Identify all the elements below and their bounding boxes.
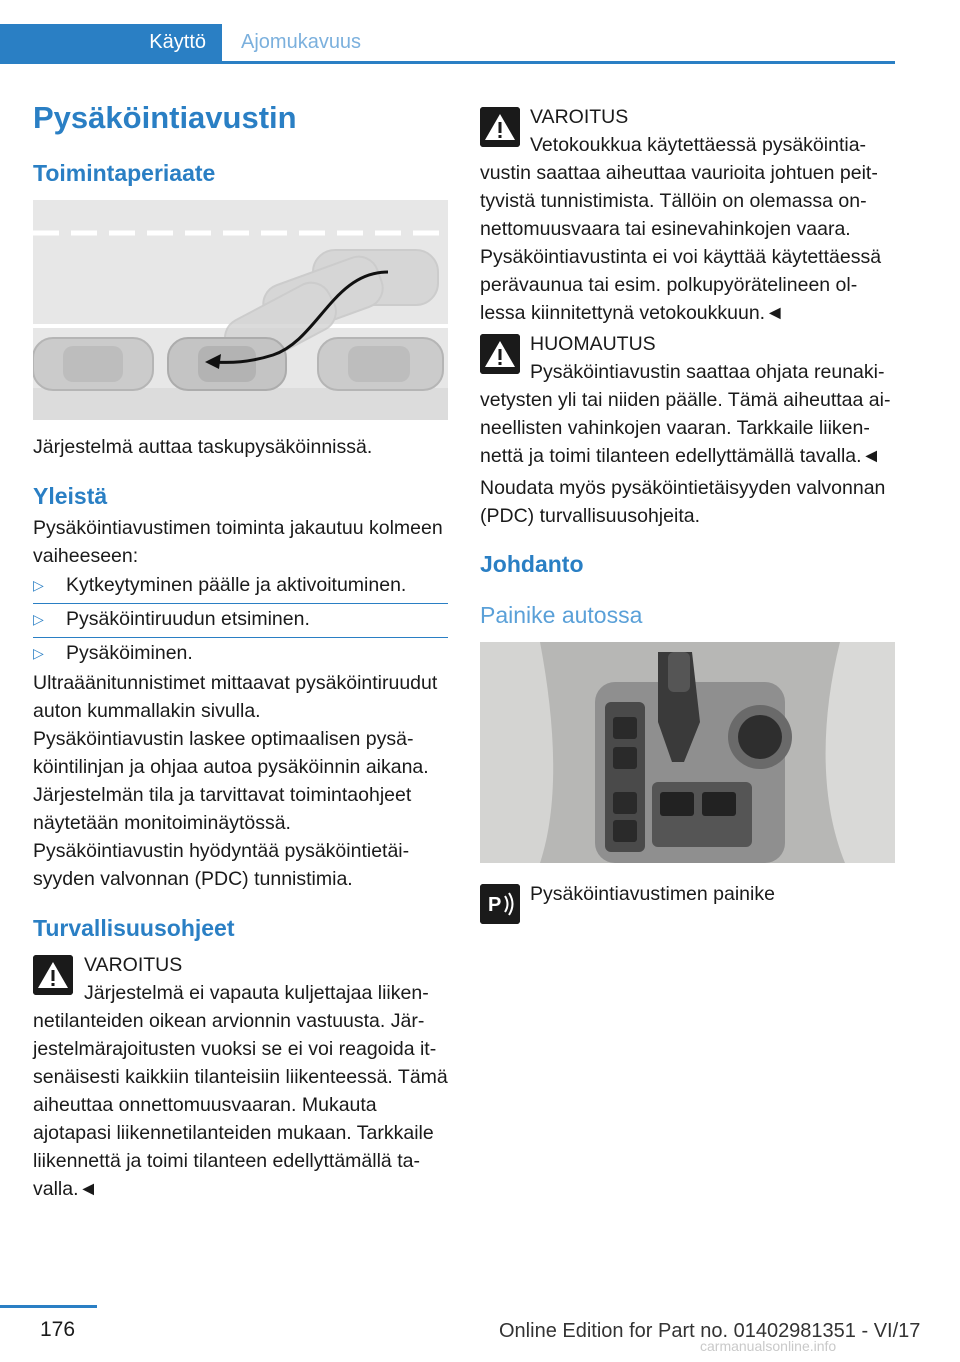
triangle-bullet-icon: ▷	[33, 577, 44, 593]
tab-ajomukavuus[interactable]: Ajomukavuus	[241, 31, 362, 53]
notice-label: HUOMAUTUS	[530, 333, 656, 355]
header-bar	[0, 24, 895, 64]
warning-label: VAROITUS	[530, 106, 629, 128]
parking-illustration	[33, 200, 448, 420]
section-heading-yleista: Yleistä	[33, 483, 108, 509]
edition-note: Online Edition for Part no. 01402981351 - VI/17	[499, 1320, 921, 1342]
button-caption: Pysäköintiavustimen painike	[530, 883, 775, 905]
watermark: carmanualsonline.info	[700, 1338, 837, 1354]
divider	[33, 603, 448, 604]
svg-text:P: P	[488, 894, 502, 916]
tab-kaytto[interactable]: Käyttö	[0, 24, 222, 61]
page-number: 176	[40, 1318, 76, 1341]
divider	[33, 637, 448, 638]
center-console-photo	[480, 642, 895, 863]
warning-text: Vetokoukkua käytettäessä pysäköintiavustin saattaa aiheuttaa vaurioita johtuen peittyvistä tunnistimista. Tällöin on olemassa onnettomuusvaara tai esinevahinkojen vaara. Pysäköintiavustinta ei voi käyttää käytettäessä perävaunua tai esim. polkupyörätelineen ollessa kiinnitettynä vetokoukkuun.◄	[480, 134, 882, 324]
paragraph: Pysäköintiavustin hyödyntää pysäköintietäisyyden valvonnan (PDC) tunnistimia.	[33, 840, 410, 890]
parking-assistant-button-icon	[480, 884, 520, 924]
notice-text: Pysäköintiavustin saattaa ohjata reunakivetysten yli tai niiden päälle. Tämä aiheuttaa aineellisten vahinkojen vaaran. Tarkkaile liikennettä ja toimi tilanteen edellyttämällä tavalla.◄	[480, 361, 891, 467]
illustration-caption: Järjestelmä auttaa taskupysäköinnissä.	[33, 436, 373, 458]
warning-text: Järjestelmä ei vapauta kuljettajaa liikennetilanteiden oikean arvionnin vastuusta. Järjestelmärajoitusten vuoksi se ei voi reagoida itsenäisesti kaikkiin tilanteisiin liikenteessä. Tämä aiheuttaa onnettomuusvaaran. Mukauta ajotapasi liikennetilanteiden mukaan. Tarkkaile liikennettä ja toimi tilanteen edellyttämällä tavalla.◄	[33, 982, 448, 1200]
section-heading-toimintaperiaate: Toimintaperiaate	[33, 160, 216, 186]
section-heading-johdanto: Johdanto	[480, 551, 584, 577]
triangle-bullet-icon: ▷	[33, 611, 44, 627]
section-heading-painike-autossa: Painike autossa	[480, 602, 643, 628]
yleista-intro: Pysäköintiavustimen toiminta jakautuu kolmeen vaiheeseen:	[33, 517, 443, 567]
paragraph: Pysäköintiavustin laskee optimaalisen pysäköintilinjan ja ohjaa autoa pysäköinnin aikana.	[33, 728, 429, 778]
pdc-note: Noudata myös pysäköintietäisyyden valvonnan (PDC) turvallisuusohjeita.	[480, 477, 886, 527]
page-title: Pysäköintiavustin	[33, 100, 297, 135]
triangle-bullet-icon: ▷	[33, 645, 44, 661]
paragraph: Järjestelmän tila ja tarvittavat toimintaohjeet näytetään monitoiminäytössä.	[33, 784, 412, 834]
warning-label: VAROITUS	[84, 954, 183, 976]
footer-rule	[0, 1305, 97, 1308]
section-heading-turvallisuusohjeet: Turvallisuusohjeet	[33, 915, 235, 941]
paragraph: Ultraäänitunnistimet mittaavat pysäköintiruudut auton kummallakin sivulla.	[33, 672, 438, 722]
